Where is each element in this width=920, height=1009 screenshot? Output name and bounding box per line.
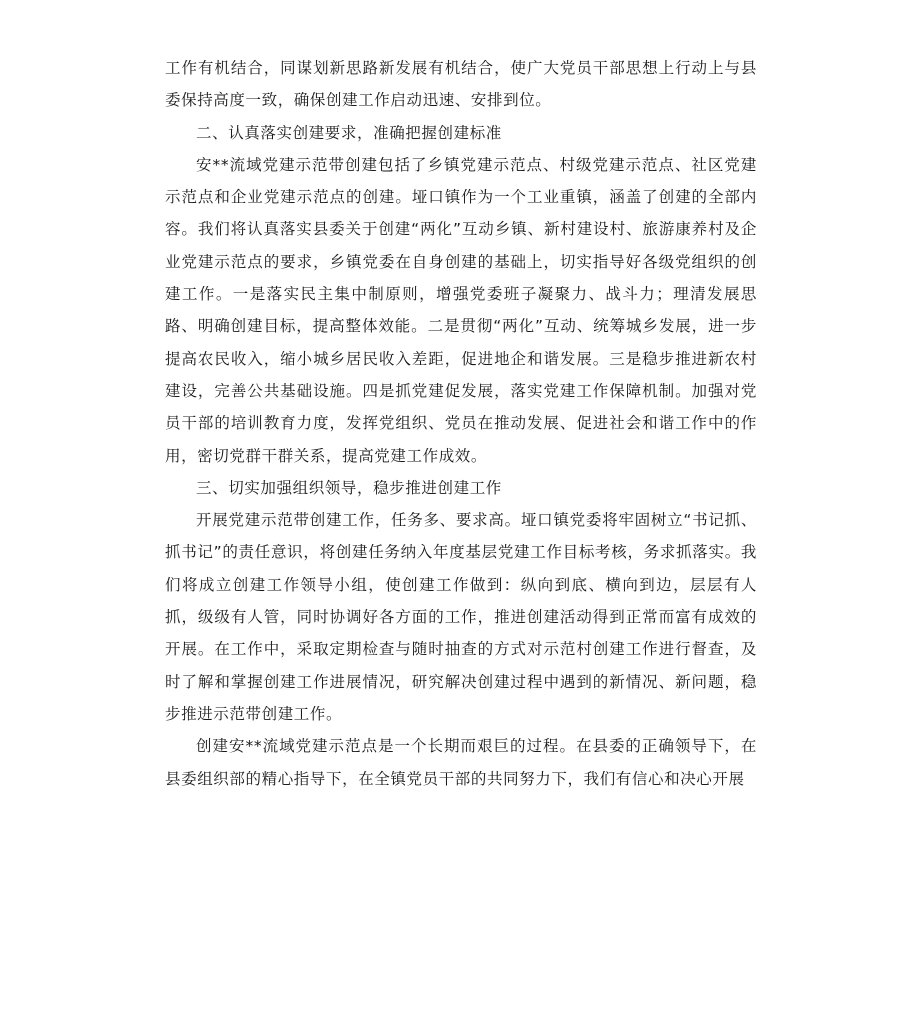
paragraph-section-2: 安**流域党建示范带创建包括了乡镇党建示范点、村级党建示范点、社区党建示范点和企业党建示范点的创建。垭口镇作为一个工业重镇，涵盖了创建的全部内容。我们将认真落实县委关于创建“两化”互动乡镇、新村建设村、旅游康养村及企业党建示范点的要求，乡镇党委在自身创建的基础上，切实指导好各级党组织的创建工作。一是落实民主集中制原则，增强党委班子凝聚力、战斗力；理清发展思路、明确创建目标，提高整体效能。二是贯彻“两化”互动、统筹城乡发展，进一步提高农民收入，缩小城乡居民收入差距，促进地企和谐发展。三是稳步推进新农村建设，完善公共基础设施。四是抓党建促发展，落实党建工作保障机制。加强对党员干部的培训教育力度，发挥党组织、党员在推动发展、促进社会和谐工作中的作用，密切党群干群关系，提高党建工作成效。 <box>165 155 757 465</box>
section-heading-2: 二、认真落实创建要求，准确把握创建标准 <box>196 123 502 142</box>
document-body <box>165 52 757 795</box>
paragraph-conclusion: 创建安**流域党建示范点是一个长期而艰巨的过程。在县委的正确领导下，在县委组织部的精心指导下，在全镇党员干部的共同努力下，我们有信心和决心开展 <box>165 737 757 788</box>
paragraph-continued: 工作有机结合，同谋划新思路新发展有机结合，使广大党员干部思想上行动上与县委保持高度一致，确保创建工作启动迅速、安排到位。 <box>165 59 757 110</box>
section-heading-3: 三、切实加强组织领导，稳步推进创建工作 <box>196 478 502 497</box>
paragraph-section-3: 开展党建示范带创建工作，任务多、要求高。垭口镇党委将牢固树立“书记抓、抓书记”的责任意识，将创建任务纳入年度基层党建工作目标考核，务求抓落实。我们将成立创建工作领导小组，使创建工作做到：纵向到底、横向到边，层层有人抓，级级有人管，同时协调好各方面的工作，推进创建活动得到正常而富有成效的开展。在工作中，采取定期检查与随时抽查的方式对示范村创建工作进行督查，及时了解和掌握创建工作进展情况，研究解决创建过程中遇到的新情况、新问题，稳步推进示范带创建工作。 <box>165 511 757 723</box>
